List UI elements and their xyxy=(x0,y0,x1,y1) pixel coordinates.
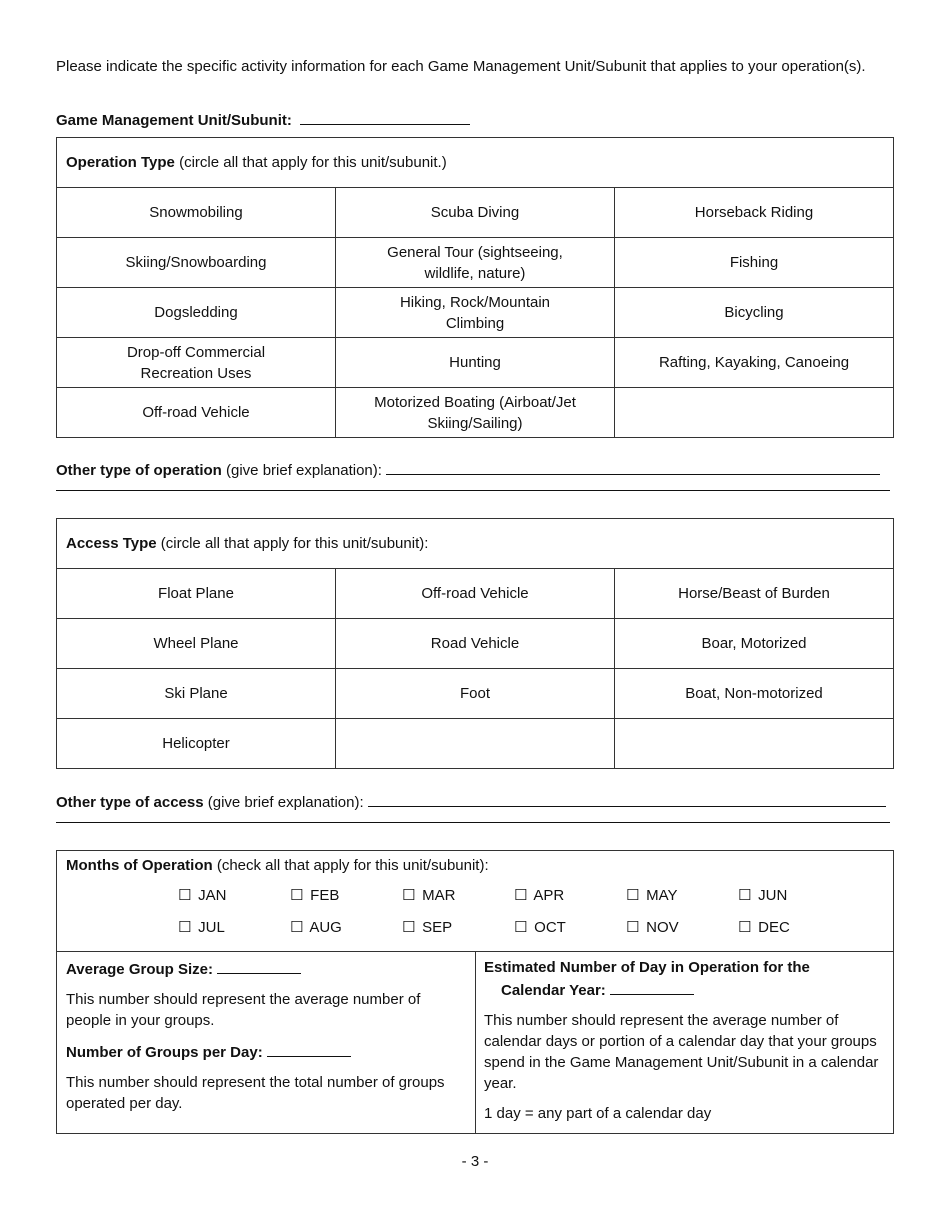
checkbox-icon[interactable]: ☐ xyxy=(178,887,192,904)
operation-option[interactable]: Off-road Vehicle xyxy=(57,388,336,438)
other-operation-label: Other type of operation xyxy=(56,462,222,479)
operation-option[interactable]: Hunting xyxy=(336,338,615,388)
group-size-label: Average Group Size: xyxy=(66,961,213,978)
access-option[interactable]: Wheel Plane xyxy=(57,619,336,669)
access-option[interactable]: Boat, Non-motorized xyxy=(615,669,894,719)
gmu-input-line[interactable] xyxy=(300,108,470,125)
operation-option[interactable]: Motorized Boating (Airboat/Jet Skiing/Sailing) xyxy=(336,388,615,438)
gmu-label: Game Management Unit/Subunit: xyxy=(56,112,292,129)
other-access-hint: (give brief explanation): xyxy=(207,794,364,811)
checkbox-icon[interactable]: ☐ xyxy=(738,887,752,904)
month-checkbox-oct[interactable]: ☐ OCT xyxy=(514,919,566,936)
operation-option[interactable]: Snowmobiling xyxy=(57,188,336,238)
checkbox-icon[interactable]: ☐ xyxy=(290,887,304,904)
access-type-table xyxy=(56,518,894,769)
month-checkbox-aug[interactable]: ☐ AUG xyxy=(290,919,342,936)
access-option[interactable]: Boar, Motorized xyxy=(615,619,894,669)
gmu-field-row xyxy=(56,108,470,131)
month-checkbox-jul[interactable]: ☐ JUL xyxy=(178,919,225,936)
operation-option[interactable]: Dogsledding xyxy=(57,288,336,338)
group-size-text: This number should represent the average number of people in your groups. xyxy=(66,991,421,1029)
access-option[interactable]: Horse/Beast of Burden xyxy=(615,569,894,619)
groups-per-day-label: Number of Groups per Day: xyxy=(66,1044,263,1061)
other-operation-line-2[interactable] xyxy=(56,490,890,491)
operation-option[interactable]: Scuba Diving xyxy=(336,188,615,238)
access-type-header: Access Type (circle all that apply for this unit/subunit): xyxy=(57,519,894,569)
checkbox-icon[interactable]: ☐ xyxy=(402,919,416,936)
month-checkbox-jun[interactable]: ☐ JUN xyxy=(738,887,788,904)
month-checkbox-may[interactable]: ☐ MAY xyxy=(626,887,678,904)
operation-option[interactable]: Horseback Riding xyxy=(615,188,894,238)
checkbox-icon[interactable]: ☐ xyxy=(738,919,752,936)
months-of-operation-box xyxy=(56,850,894,1134)
operation-option-empty xyxy=(615,388,894,438)
access-option[interactable]: Helicopter xyxy=(57,719,336,769)
days-label-line-2: Calendar Year: xyxy=(501,982,606,999)
operation-option[interactable]: Drop-off Commercial Recreation Uses xyxy=(57,338,336,388)
month-checkbox-mar[interactable]: ☐ MAR xyxy=(402,887,456,904)
group-size-input[interactable] xyxy=(217,957,301,974)
access-option[interactable]: Foot xyxy=(336,669,615,719)
other-operation-hint: (give brief explanation): xyxy=(226,462,382,479)
month-checkbox-sep[interactable]: ☐ SEP xyxy=(402,919,453,936)
access-option-empty xyxy=(336,719,615,769)
access-option[interactable]: Ski Plane xyxy=(57,669,336,719)
month-checkbox-nov[interactable]: ☐ NOV xyxy=(626,919,679,936)
access-option[interactable]: Float Plane xyxy=(57,569,336,619)
month-checkbox-jan[interactable]: ☐ JAN xyxy=(178,887,227,904)
checkbox-icon[interactable]: ☐ xyxy=(402,887,416,904)
intro-text: Please indicate the specific activity information for each Game Management Unit/Subunit that applies to your operation(s). xyxy=(56,58,866,75)
access-option[interactable]: Road Vehicle xyxy=(336,619,615,669)
months-header: Months of Operation (check all that apply for this unit/subunit): xyxy=(66,857,489,874)
groups-per-day-input[interactable] xyxy=(267,1040,351,1057)
operation-option[interactable]: Bicycling xyxy=(615,288,894,338)
checkbox-icon[interactable]: ☐ xyxy=(626,887,640,904)
checkbox-icon[interactable]: ☐ xyxy=(178,919,192,936)
column-divider xyxy=(475,951,476,1133)
month-checkbox-apr[interactable]: ☐ APR xyxy=(514,887,565,904)
other-access-row xyxy=(56,790,894,813)
days-input[interactable] xyxy=(610,978,694,995)
days-label-line-1: Estimated Number of Day in Operation for the xyxy=(484,959,810,976)
other-operation-row xyxy=(56,458,894,481)
other-operation-input[interactable] xyxy=(386,458,880,475)
month-checkbox-feb[interactable]: ☐ FEB xyxy=(290,887,340,904)
group-info-column xyxy=(66,957,468,1114)
checkbox-icon[interactable]: ☐ xyxy=(290,919,304,936)
operation-option[interactable]: Skiing/Snowboarding xyxy=(57,238,336,288)
operation-type-header: Operation Type (circle all that apply for this unit/subunit.) xyxy=(57,138,894,188)
checkbox-icon[interactable]: ☐ xyxy=(626,919,640,936)
checkbox-icon[interactable]: ☐ xyxy=(514,919,528,936)
access-option-empty xyxy=(615,719,894,769)
other-access-line-2[interactable] xyxy=(56,822,890,823)
month-checkbox-dec[interactable]: ☐ DEC xyxy=(738,919,790,936)
operation-type-table xyxy=(56,137,894,438)
days-text: This number should represent the average number of calendar days or portion of a calendar day that your groups spend in the Game Management Unit/Subunit in a calendar year. xyxy=(484,1012,879,1092)
days-info-column xyxy=(484,957,886,1124)
other-access-label: Other type of access xyxy=(56,794,204,811)
checkbox-icon[interactable]: ☐ xyxy=(514,887,528,904)
operation-option[interactable]: Fishing xyxy=(615,238,894,288)
day-definition: 1 day = any part of a calendar day xyxy=(484,1105,712,1122)
page-number: - 3 - xyxy=(461,1153,489,1170)
operation-option[interactable]: Rafting, Kayaking, Canoeing xyxy=(615,338,894,388)
access-option[interactable]: Off-road Vehicle xyxy=(336,569,615,619)
groups-per-day-text: This number should represent the total number of groups operated per day. xyxy=(66,1074,445,1112)
operation-option[interactable]: Hiking, Rock/Mountain Climbing xyxy=(336,288,615,338)
operation-option[interactable]: General Tour (sightseeing, wildlife, nature) xyxy=(336,238,615,288)
other-access-input[interactable] xyxy=(368,790,886,807)
